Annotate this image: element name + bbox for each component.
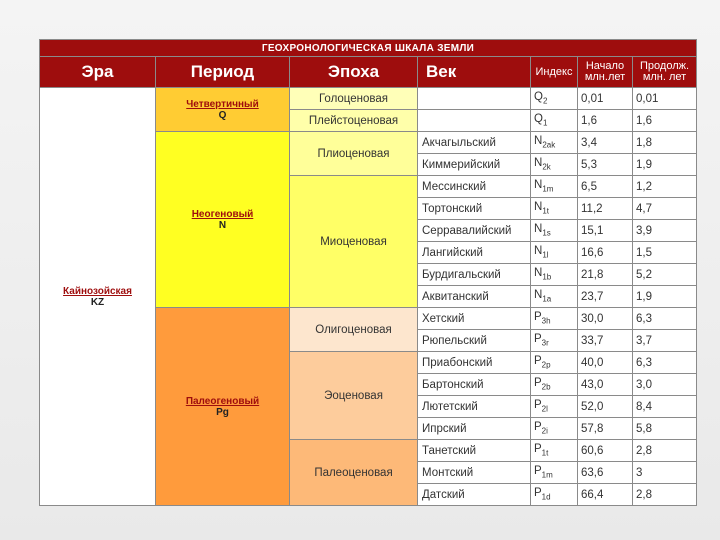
index-cell (531, 198, 578, 220)
start-cell: 60,6 (578, 440, 633, 462)
index-cell (531, 110, 578, 132)
epoch-cell: Эоценовая (290, 352, 418, 440)
era-cell (40, 88, 156, 506)
start-cell: 5,3 (578, 154, 633, 176)
index-letter: P (534, 355, 542, 368)
header-period: Период (156, 57, 290, 88)
era-symbol: KZ (90, 296, 105, 308)
duration-cell: 1,6 (633, 110, 697, 132)
start-cell: 11,2 (578, 198, 633, 220)
age-cell: Датский (418, 484, 531, 506)
index-subscript: 1s (542, 228, 551, 238)
epoch-cell: Голоценовая (290, 88, 418, 110)
period-name: Неогеновый (191, 208, 254, 220)
duration-cell: 1,5 (633, 242, 697, 264)
index-cell (531, 396, 578, 418)
age-cell: Лангийский (418, 242, 531, 264)
age-cell: Аквитанский (418, 286, 531, 308)
epoch-cell: Олигоценовая (290, 308, 418, 352)
age-cell: Бартонский (418, 374, 531, 396)
duration-cell: 3,7 (633, 330, 697, 352)
index-cell (531, 154, 578, 176)
duration-cell: 1,9 (633, 154, 697, 176)
age-cell: Киммерийский (418, 154, 531, 176)
index-cell (531, 132, 578, 154)
index-letter: N (534, 267, 543, 280)
index-letter: P (534, 377, 542, 390)
duration-cell: 5,2 (633, 264, 697, 286)
index-cell (531, 308, 578, 330)
duration-cell: 3 (633, 462, 697, 484)
header-duration (633, 57, 697, 88)
age-cell: Акчагыльский (418, 132, 531, 154)
index-letter: P (534, 311, 542, 324)
index-cell (531, 330, 578, 352)
age-cell: Мессинский (418, 176, 531, 198)
duration-cell: 6,3 (633, 352, 697, 374)
start-cell: 66,4 (578, 484, 633, 506)
duration-cell: 1,8 (633, 132, 697, 154)
index-subscript: 1b (542, 272, 552, 282)
period-symbol: N (218, 219, 227, 231)
duration-cell: 6,3 (633, 308, 697, 330)
index-cell (531, 176, 578, 198)
duration-cell: 5,8 (633, 418, 697, 440)
index-subscript: 1m (542, 184, 554, 194)
index-subscript: 2i (541, 426, 548, 436)
age-cell: Рюпельский (418, 330, 531, 352)
period-symbol: Pg (216, 406, 229, 418)
start-cell: 21,8 (578, 264, 633, 286)
index-subscript: 2b (541, 382, 551, 392)
period-cell (156, 88, 290, 132)
index-letter: P (534, 333, 542, 346)
index-cell (531, 220, 578, 242)
index-subscript: 2k (542, 162, 551, 172)
header-start-line2: млн.лет (584, 71, 626, 83)
header-age: Век (418, 57, 531, 88)
index-subscript: 1d (541, 492, 551, 502)
start-cell: 16,6 (578, 242, 633, 264)
duration-cell: 2,8 (633, 484, 697, 506)
age-cell (418, 110, 531, 132)
start-cell: 43,0 (578, 374, 633, 396)
duration-cell: 1,2 (633, 176, 697, 198)
age-cell: Серравалийский (418, 220, 531, 242)
duration-cell: 3,0 (633, 374, 697, 396)
start-cell: 30,0 (578, 308, 633, 330)
start-cell: 1,6 (578, 110, 633, 132)
index-cell (531, 286, 578, 308)
header-duration-line2: млн. лет (642, 71, 687, 83)
duration-cell: 4,7 (633, 198, 697, 220)
index-letter: P (534, 399, 542, 412)
period-cell (156, 308, 290, 506)
duration-cell: 1,9 (633, 286, 697, 308)
index-cell (531, 440, 578, 462)
index-letter: P (534, 421, 542, 434)
table-body (40, 88, 697, 506)
duration-cell: 0,01 (633, 88, 697, 110)
index-letter: N (534, 289, 543, 302)
index-cell (531, 484, 578, 506)
index-subscript: 1m (541, 470, 553, 480)
start-cell: 33,7 (578, 330, 633, 352)
header-start-line1: Начало (585, 60, 625, 72)
index-subscript: 1a (542, 294, 552, 304)
duration-cell: 8,4 (633, 396, 697, 418)
age-cell: Бурдигальский (418, 264, 531, 286)
age-cell: Приабонский (418, 352, 531, 374)
period-symbol: Q (218, 109, 227, 121)
index-cell (531, 264, 578, 286)
age-cell: Танетский (418, 440, 531, 462)
epoch-cell: Миоценовая (290, 176, 418, 308)
start-cell: 52,0 (578, 396, 633, 418)
index-letter: N (534, 201, 543, 214)
index-subscript: 2l (541, 404, 548, 414)
index-subscript: 1 (542, 118, 548, 128)
index-cell (531, 88, 578, 110)
start-cell: 63,6 (578, 462, 633, 484)
index-letter: Q (534, 113, 543, 126)
index-subscript: 2 (542, 96, 548, 106)
header-index: Индекс (531, 57, 578, 88)
index-subscript: 1t (541, 448, 549, 458)
index-cell (531, 352, 578, 374)
epoch-cell: Плиоценовая (290, 132, 418, 176)
index-subscript: 3r (541, 338, 549, 348)
index-subscript: 1t (542, 206, 549, 216)
age-cell: Ипрский (418, 418, 531, 440)
header-start (578, 57, 633, 88)
index-cell (531, 374, 578, 396)
index-letter: N (534, 223, 543, 236)
period-cell (156, 132, 290, 308)
index-letter: N (534, 157, 543, 170)
index-letter: N (534, 135, 543, 148)
header-epoch: Эпоха (290, 57, 418, 88)
table-row (40, 88, 697, 110)
age-cell: Монтский (418, 462, 531, 484)
index-cell (531, 418, 578, 440)
index-letter: Q (534, 91, 543, 104)
epoch-cell: Палеоценовая (290, 440, 418, 506)
index-letter: N (534, 179, 543, 192)
header-duration-line1: Продолж. (640, 60, 690, 72)
title-row (40, 40, 697, 57)
duration-cell: 2,8 (633, 440, 697, 462)
period-name: Палеогеновый (185, 395, 260, 407)
table-title: ГЕОХРОНОЛОГИЧЕСКАЯ ШКАЛА ЗЕМЛИ (40, 40, 697, 57)
index-cell (531, 462, 578, 484)
start-cell: 6,5 (578, 176, 633, 198)
header-row (40, 57, 697, 88)
index-subscript: 1l (542, 250, 549, 260)
period-name: Четвертичный (186, 98, 259, 110)
index-subscript: 3h (541, 316, 551, 326)
epoch-cell: Плейстоценовая (290, 110, 418, 132)
index-cell (531, 242, 578, 264)
index-letter: P (534, 465, 542, 478)
duration-cell: 3,9 (633, 220, 697, 242)
start-cell: 40,0 (578, 352, 633, 374)
age-cell (418, 88, 531, 110)
index-subscript: 2ak (542, 140, 556, 150)
index-letter: P (534, 443, 542, 456)
age-cell: Хетский (418, 308, 531, 330)
geochronological-table (39, 39, 697, 506)
index-subscript: 2p (541, 360, 551, 370)
age-cell: Тортонский (418, 198, 531, 220)
start-cell: 23,7 (578, 286, 633, 308)
start-cell: 57,8 (578, 418, 633, 440)
index-letter: N (534, 245, 543, 258)
start-cell: 15,1 (578, 220, 633, 242)
era-name: Кайнозойская (63, 285, 132, 297)
start-cell: 0,01 (578, 88, 633, 110)
index-letter: P (534, 487, 542, 500)
age-cell: Лютетский (418, 396, 531, 418)
start-cell: 3,4 (578, 132, 633, 154)
header-era: Эра (40, 57, 156, 88)
